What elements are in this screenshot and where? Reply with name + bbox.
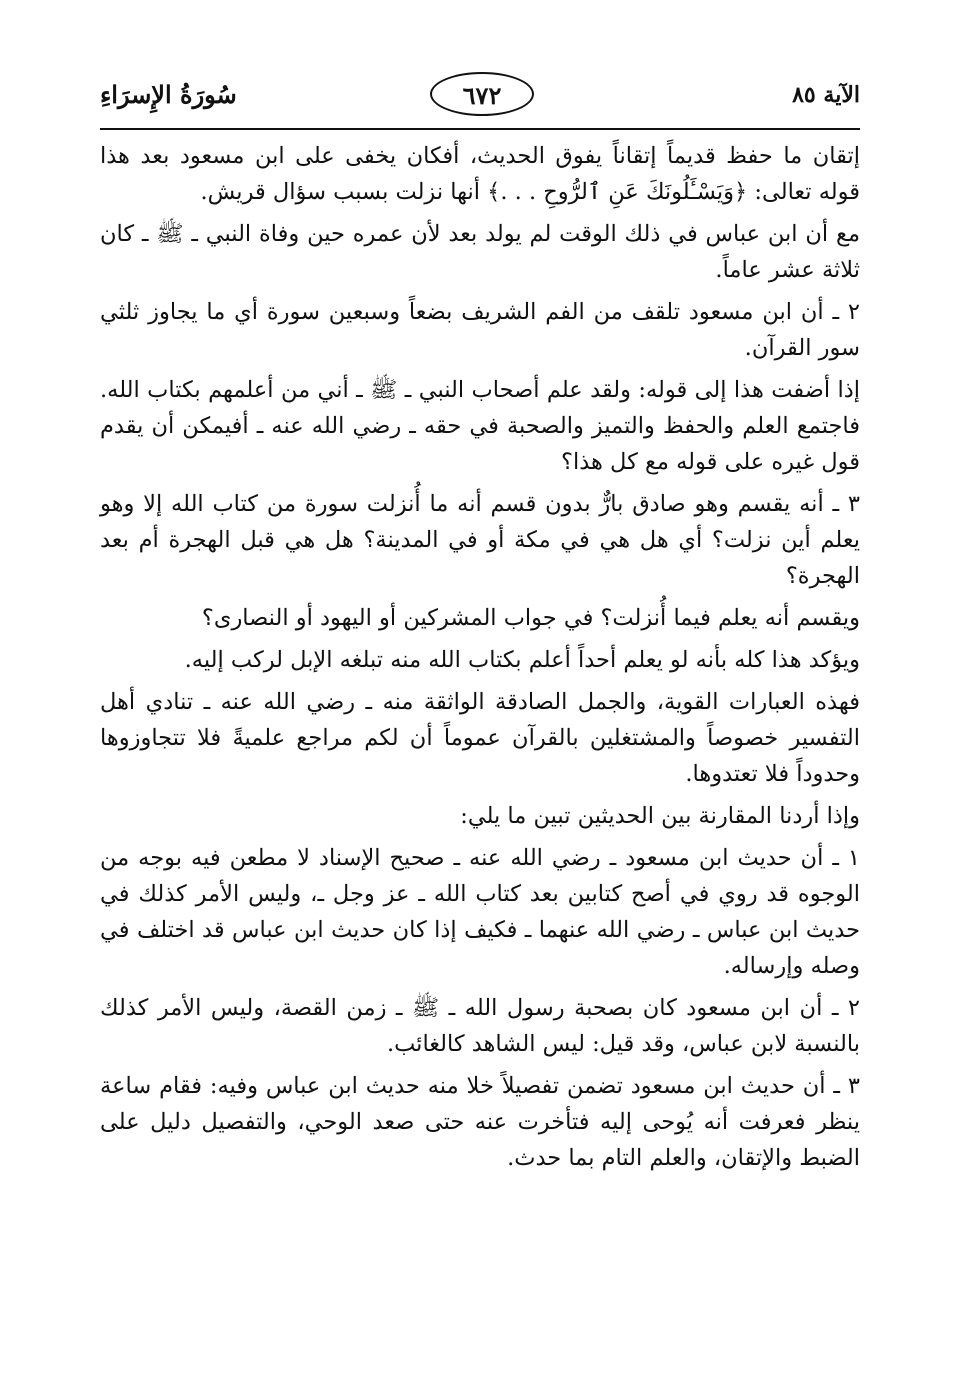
page-number: ٦٧٢ <box>430 72 534 116</box>
paragraph: ٣ ـ أن حديث ابن مسعود تضمن تفصيلاً خلا منه حديث ابن عباس وفيه: فقام ساعة ينظر فعرفت أنه يُوحى إليه فتأخرت عنه حتى صعد الوحي، والتفصيل دليل على الضبط والإتقان، والعلم التام بما حدث. <box>100 1073 860 1171</box>
paragraph: وإذا أردنا المقارنة بين الحديثين تبين ما يلي: <box>460 803 860 829</box>
page-header <box>100 72 860 128</box>
paragraph: فهذه العبارات القوية، والجمل الصادقة الواثقة منه ـ رضي الله عنه ـ تنادي أهل التفسير خصوصاً والمشتغلين بالقرآن عموماً أن لكم مراجع علميةً فلا تتجاوزوها وحدوداً فلا تعتدوها. <box>100 689 860 787</box>
paragraph: ٢ ـ أن ابن مسعود كان بصحبة رسول الله ـ ﷺ ـ زمن القصة، وليس الأمر كذلك بالنسبة لابن عباس، وقد قيل: ليس الشاهد كالغائب. <box>100 995 860 1057</box>
surah-title: سُورَةُ الإِسرَاءِ <box>100 80 237 109</box>
paragraph: مع أن ابن عباس في ذلك الوقت لم يولد بعد لأن عمره حين وفاة النبي ـ ﷺ ـ كان ثلاثة عشر عاماً. <box>100 221 860 283</box>
paragraph: إتقان ما حفظ قديماً إتقاناً يفوق الحديث، أفكان يخفى على ابن مسعود بعد هذا قوله تعالى: ﴿وَيَسْـَٔلُونَكَ عَنِ ٱلرُّوحِ . . .﴾ أنها نزلت بسبب سؤال قريش. <box>100 143 860 205</box>
body-text <box>100 138 860 1182</box>
paragraph: ١ ـ أن حديث ابن مسعود ـ رضي الله عنه ـ صحيح الإسناد لا مطعن فيه بوجه من الوجوه قد روي في أصح كتابين بعد كتاب الله ـ عز وجل ـ، وليس الأمر كذلك في حديث ابن عباس ـ رضي الله عنهما ـ فكيف إذا كان حديث ابن عباس قد اختلف في وصله وإرساله. <box>100 845 860 979</box>
paragraph: ويؤكد هذا كله بأنه لو يعلم أحداً أعلم بكتاب الله منه تبلغه الإبل لركب إليه. <box>184 647 860 673</box>
header-divider <box>100 128 860 130</box>
paragraph: ويقسم أنه يعلم فيما أُنزلت؟ في جواب المشركين أو اليهود أو النصارى؟ <box>201 605 860 631</box>
paragraph: ٢ ـ أن ابن مسعود تلقف من الفم الشريف بضعاً وسبعين سورة أي ما يجاوز ثلثي سور القرآن. <box>100 299 860 361</box>
verse-label: الآية ٨٥ <box>792 82 860 108</box>
paragraph: ٣ ـ أنه يقسم وهو صادق بارٌّ بدون قسم أنه ما أُنزلت سورة من كتاب الله إلا وهو يعلم أين نزلت؟ أي هل هي في مكة أو في المدينة؟ هل هي قبل الهجرة أم بعد الهجرة؟ <box>100 491 860 589</box>
paragraph: إذا أضفت هذا إلى قوله: ولقد علم أصحاب النبي ـ ﷺ ـ أني من أعلمهم بكتاب الله. فاجتمع العلم والحفظ والتميز والصحبة في حقه ـ رضي الله عنه ـ أفيمكن أن يقدم قول غيره على قوله مع كل هذا؟ <box>100 377 860 475</box>
